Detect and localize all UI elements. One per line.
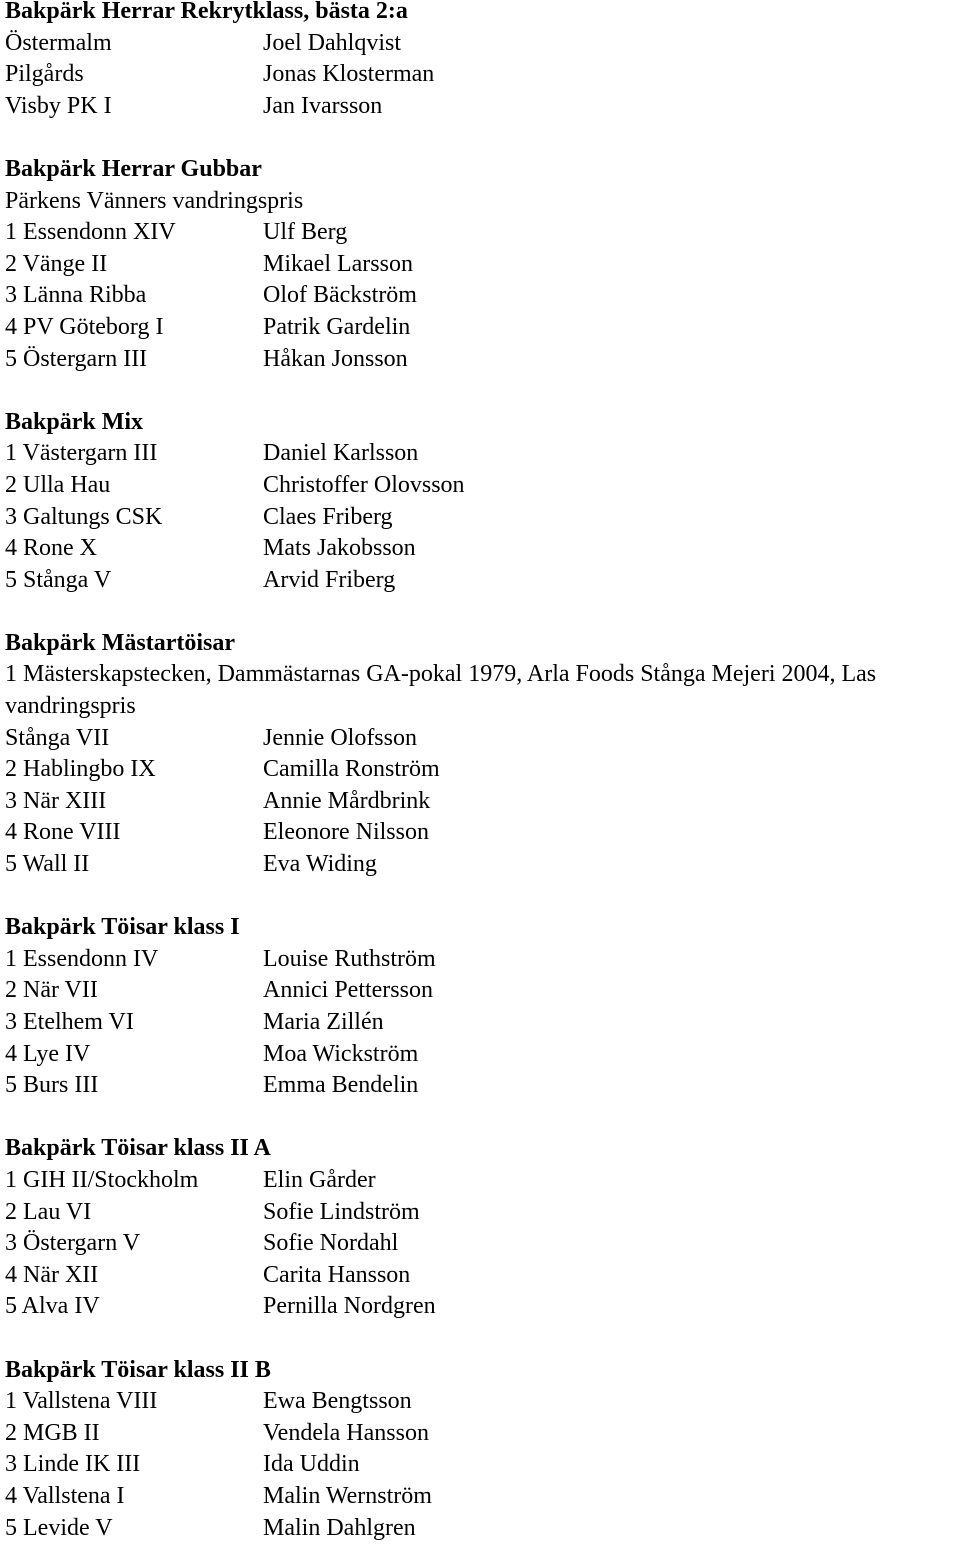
- player-name: Eleonore Nilsson: [263, 817, 957, 849]
- player-name: Ewa Bengtsson: [263, 1386, 957, 1418]
- team-name: 1 Essendonn XIV: [5, 217, 263, 249]
- player-name: Mats Jakobsson: [263, 533, 957, 565]
- team-name: 5 Burs III: [5, 1070, 263, 1102]
- player-name: Annie Mårdbrink: [263, 786, 957, 818]
- result-row: [5, 1070, 957, 1102]
- result-row: [5, 502, 957, 534]
- player-name: Maria Zillén: [263, 1007, 957, 1039]
- team-name: 3 Galtungs CSK: [5, 502, 263, 534]
- team-name: 5 Stånga V: [5, 565, 263, 597]
- player-name: Ulf Berg: [263, 217, 957, 249]
- player-name: Ida Uddin: [263, 1449, 957, 1481]
- team-name: 2 Hablingbo IX: [5, 754, 263, 786]
- team-name: Östermalm: [5, 28, 263, 60]
- result-row: [5, 312, 957, 344]
- result-section: [5, 628, 957, 881]
- team-name: 3 När XIII: [5, 786, 263, 818]
- result-row: [5, 249, 957, 281]
- player-name: Carita Hansson: [263, 1260, 957, 1292]
- player-name: Malin Dahlgren: [263, 1513, 957, 1544]
- result-row: [5, 28, 957, 60]
- player-name: Patrik Gardelin: [263, 312, 957, 344]
- result-row: [5, 280, 957, 312]
- result-row: [5, 1039, 957, 1071]
- team-name: 3 Östergarn V: [5, 1228, 263, 1260]
- result-row: [5, 1418, 957, 1450]
- player-name: Camilla Ronström: [263, 754, 957, 786]
- team-name: 2 Lau VI: [5, 1197, 263, 1229]
- result-section: [5, 407, 957, 597]
- team-name: 2 MGB II: [5, 1418, 263, 1450]
- result-row: [5, 1007, 957, 1039]
- team-name: 1 Essendonn IV: [5, 944, 263, 976]
- team-name: 3 Linde IK III: [5, 1449, 263, 1481]
- result-row: [5, 723, 957, 755]
- section-heading: Bakpärk Töisar klass II A: [5, 1133, 957, 1165]
- player-name: Mikael Larsson: [263, 249, 957, 281]
- section-heading: Bakpärk Herrar Rekrytklass, bästa 2:a: [5, 0, 957, 28]
- player-name: Louise Ruthström: [263, 944, 957, 976]
- section-heading: Bakpärk Mästartöisar: [5, 628, 957, 660]
- result-row: [5, 975, 957, 1007]
- result-section: [5, 154, 957, 375]
- result-row: [5, 217, 957, 249]
- team-name: 4 Rone VIII: [5, 817, 263, 849]
- team-name: 5 Wall II: [5, 849, 263, 881]
- team-name: 5 Alva IV: [5, 1291, 263, 1323]
- player-name: Pernilla Nordgren: [263, 1291, 957, 1323]
- result-row: [5, 1260, 957, 1292]
- result-row: [5, 754, 957, 786]
- player-name: Malin Wernström: [263, 1481, 957, 1513]
- team-name: 4 Vallstena I: [5, 1481, 263, 1513]
- player-name: Joel Dahlqvist: [263, 28, 957, 60]
- result-row: [5, 1513, 957, 1544]
- player-name: Jan Ivarsson: [263, 91, 957, 123]
- result-section: [5, 912, 957, 1102]
- team-name: 2 Ulla Hau: [5, 470, 263, 502]
- result-row: [5, 533, 957, 565]
- section-prize-description: 1 Mästerskapstecken, Dammästarnas GA-pokal 1979, Arla Foods Stånga Mejeri 2004, Las vandringspris: [5, 659, 957, 722]
- team-name: 4 Rone X: [5, 533, 263, 565]
- result-row: [5, 1165, 957, 1197]
- result-row: [5, 344, 957, 376]
- result-section: [5, 1133, 957, 1323]
- result-row: [5, 1228, 957, 1260]
- player-name: Sofie Lindström: [263, 1197, 957, 1229]
- player-name: Vendela Hansson: [263, 1418, 957, 1450]
- section-prize-description: Pärkens Vänners vandringspris: [5, 186, 957, 218]
- section-heading: Bakpärk Töisar klass II B: [5, 1355, 957, 1387]
- team-name: 5 Östergarn III: [5, 344, 263, 376]
- player-name: Daniel Karlsson: [263, 438, 957, 470]
- player-name: Jonas Klosterman: [263, 59, 957, 91]
- team-name: Pilgårds: [5, 59, 263, 91]
- result-row: [5, 944, 957, 976]
- result-row: [5, 849, 957, 881]
- team-name: 1 Västergarn III: [5, 438, 263, 470]
- team-name: 3 Etelhem VI: [5, 1007, 263, 1039]
- player-name: Claes Friberg: [263, 502, 957, 534]
- team-name: Stånga VII: [5, 723, 263, 755]
- section-heading: Bakpärk Töisar klass I: [5, 912, 957, 944]
- team-name: 4 PV Göteborg I: [5, 312, 263, 344]
- team-name: 5 Levide V: [5, 1513, 263, 1544]
- team-name: Visby PK I: [5, 91, 263, 123]
- team-name: 2 Vänge II: [5, 249, 263, 281]
- results-document: [5, 0, 957, 1544]
- team-name: 3 Länna Ribba: [5, 280, 263, 312]
- team-name: 1 GIH II/Stockholm: [5, 1165, 263, 1197]
- player-name: Eva Widing: [263, 849, 957, 881]
- result-section: [5, 0, 957, 122]
- result-row: [5, 438, 957, 470]
- player-name: Arvid Friberg: [263, 565, 957, 597]
- player-name: Emma Bendelin: [263, 1070, 957, 1102]
- player-name: Moa Wickström: [263, 1039, 957, 1071]
- player-name: Håkan Jonsson: [263, 344, 957, 376]
- result-row: [5, 1291, 957, 1323]
- player-name: Elin Gårder: [263, 1165, 957, 1197]
- result-row: [5, 59, 957, 91]
- team-name: 2 När VII: [5, 975, 263, 1007]
- player-name: Olof Bäckström: [263, 280, 957, 312]
- result-row: [5, 470, 957, 502]
- result-row: [5, 1197, 957, 1229]
- team-name: 1 Vallstena VIII: [5, 1386, 263, 1418]
- result-row: [5, 1449, 957, 1481]
- section-heading: Bakpärk Herrar Gubbar: [5, 154, 957, 186]
- section-heading: Bakpärk Mix: [5, 407, 957, 439]
- result-row: [5, 1481, 957, 1513]
- result-section: [5, 1355, 957, 1544]
- result-row: [5, 1386, 957, 1418]
- team-name: 4 När XII: [5, 1260, 263, 1292]
- player-name: Jennie Olofsson: [263, 723, 957, 755]
- result-row: [5, 817, 957, 849]
- player-name: Annici Pettersson: [263, 975, 957, 1007]
- player-name: Sofie Nordahl: [263, 1228, 957, 1260]
- team-name: 4 Lye IV: [5, 1039, 263, 1071]
- result-row: [5, 91, 957, 123]
- result-row: [5, 565, 957, 597]
- player-name: Christoffer Olovsson: [263, 470, 957, 502]
- result-row: [5, 786, 957, 818]
